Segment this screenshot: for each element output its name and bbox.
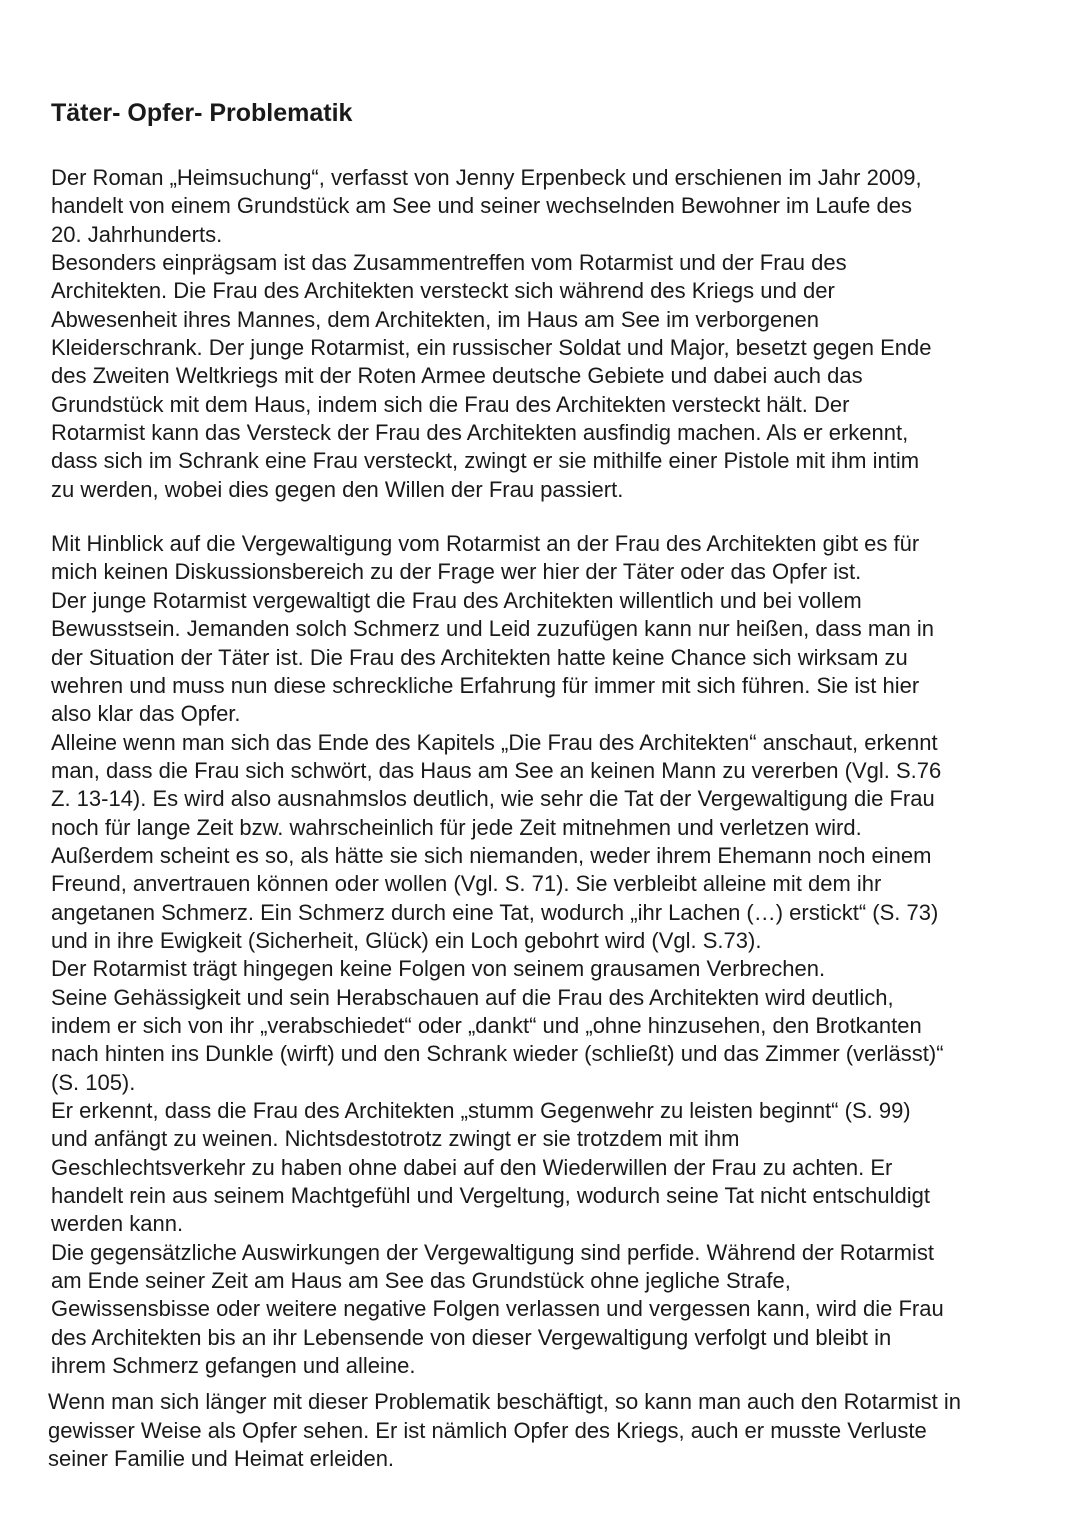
text-line: der Situation der Täter ist. Die Frau des Architekten hatte keine Chance sich wirksam zu — [51, 644, 908, 670]
text-line: indem er sich von ihr „verabschiedet“ oder „dankt“ und „ohne hinzusehen, den Brotkanten — [51, 1012, 922, 1038]
text-line: Mit Hinblick auf die Vergewaltigung vom Rotarmist an der Frau des Architekten gibt es für — [51, 531, 920, 557]
text-line: man, dass die Frau sich schwört, das Haus am See an keinen Mann zu vererben (Vgl. S.76 — [51, 757, 942, 783]
text-line: Er erkennt, dass die Frau des Architekten „stumm Gegenwehr zu leisten beginnt“ (S. 99) — [51, 1098, 911, 1123]
text-line: Der Roman „Heimsuchung“, verfasst von Jenny Erpenbeck und erschienen im Jahr 2009, — [51, 165, 922, 190]
text-line: werden kann. — [51, 1211, 184, 1237]
text-line: mich keinen Diskussionsbereich zu der Frage wer hier der Täter oder das Opfer ist. — [51, 559, 862, 585]
text-line: dass sich im Schrank eine Frau versteckt, zwingt er sie mithilfe einer Pistole mit ihm intim — [51, 448, 920, 474]
text-line: Grundstück mit dem Haus, indem sich die Frau des Architekten versteckt hält. Der — [51, 391, 850, 417]
text-line: Architekten. Die Frau des Architekten versteckt sich während des Kriegs und der — [51, 278, 835, 304]
paragraph-conclusion — [48, 1388, 1051, 1473]
text-line: Freund, anvertrauen können oder wollen (Vgl. S. 71). Sie verbleibt alleine mit dem ihr — [51, 871, 882, 897]
text-line: Der junge Rotarmist vergewaltigt die Frau des Architekten willentlich und bei vollem — [51, 587, 862, 613]
text-line: und in ihre Ewigkeit (Sicherheit, Glück) ein Loch gebohrt wird (Vgl. S.73). — [51, 927, 762, 953]
text-line: Besonders einprägsam ist das Zusammentreffen vom Rotarmist und der Frau des — [51, 250, 847, 276]
paragraph-analysis — [51, 530, 1051, 1380]
text-line: Abwesenheit ihres Mannes, dem Architekten, im Haus am See im verborgenen — [51, 306, 819, 332]
text-line: Seine Gehässigkeit und sein Herabschauen auf die Frau des Architekten wird deutlich, — [51, 984, 894, 1010]
text-line: Die gegensätzliche Auswirkungen der Vergewaltigung sind perfide. Während der Rotarmist — [51, 1239, 934, 1265]
text-line: nach hinten ins Dunkle (wirft) und den Schrank wieder (schließt) und das Zimmer (verlässt)“ — [51, 1041, 944, 1067]
paragraph-spacer — [51, 1380, 1051, 1388]
text-line: Alleine wenn man sich das Ende des Kapitels „Die Frau des Architekten“ anschaut, erkennt — [51, 729, 938, 755]
text-line: 20. Jahrhunderts. — [51, 221, 223, 247]
text-line: (S. 105). — [51, 1069, 136, 1095]
text-line: ihrem Schmerz gefangen und alleine. — [51, 1353, 416, 1379]
document-title: Täter- Opfer- Problematik — [51, 99, 353, 127]
paragraph-spacer — [51, 504, 1051, 530]
text-line: Geschlechtsverkehr zu haben ohne dabei auf den Wiederwillen der Frau zu achten. Er — [51, 1154, 893, 1180]
text-line: wehren und muss nun diese schreckliche Erfahrung für immer mit sich führen. Sie ist hier — [51, 672, 920, 698]
text-line: Gewissensbisse oder weitere negative Folgen verlassen und vergessen kann, wird die Frau — [51, 1296, 944, 1322]
text-line: handelt von einem Grundstück am See und seiner wechselnden Bewohner im Laufe des — [51, 193, 912, 219]
text-line: Der Rotarmist trägt hingegen keine Folgen von seinem grausamen Verbrechen. — [51, 956, 826, 982]
text-line: Kleiderschrank. Der junge Rotarmist, ein russischer Soldat und Major, besetzt gegen Ende — [51, 335, 932, 361]
text-line: also klar das Opfer. — [51, 701, 241, 727]
document-page — [48, 97, 1051, 1473]
text-line: Bewusstsein. Jemanden solch Schmerz und Leid zuzufügen kann nur heißen, dass man in — [51, 616, 934, 642]
text-line: noch für lange Zeit bzw. wahrscheinlich für jede Zeit mitnehmen und verletzen wird. — [51, 814, 862, 840]
text-line: des Zweiten Weltkriegs mit der Roten Armee deutsche Gebiete und dabei auch das — [51, 363, 863, 389]
text-line: gewisser Weise als Opfer sehen. Er ist nämlich Opfer des Kriegs, auch er musste Verluste — [48, 1417, 927, 1443]
text-line: angetanen Schmerz. Ein Schmerz durch eine Tat, wodurch „ihr Lachen (…) erstickt“ (S. 73) — [51, 899, 939, 925]
text-line: Z. 13-14). Es wird also ausnahmslos deutlich, wie sehr die Tat der Vergewaltigung die Frau — [51, 786, 935, 812]
text-line: seiner Familie und Heimat erleiden. — [48, 1446, 395, 1472]
paragraph-introduction — [51, 164, 1051, 504]
text-line: am Ende seiner Zeit am Haus am See das Grundstück ohne jegliche Strafe, — [51, 1268, 791, 1294]
text-line: des Architekten bis an ihr Lebensende von dieser Vergewaltigung verfolgt und bleibt in — [51, 1324, 892, 1350]
text-line: und anfängt zu weinen. Nichtsdestotrotz zwingt er sie trotzdem mit ihm — [51, 1126, 740, 1152]
text-line: handelt rein aus seinem Machtgefühl und Vergeltung, wodurch seine Tat nicht entschuldigt — [51, 1183, 930, 1209]
text-line: zu werden, wobei dies gegen den Willen der Frau passiert. — [51, 476, 624, 502]
text-line: Rotarmist kann das Versteck der Frau des Architekten ausfindig machen. Als er erkennt, — [51, 420, 909, 446]
text-line: Außerdem scheint es so, als hätte sie sich niemanden, weder ihrem Ehemann noch einem — [51, 842, 932, 868]
text-line: Wenn man sich länger mit dieser Problematik beschäftigt, so kann man auch den Rotarmist in — [48, 1389, 962, 1415]
